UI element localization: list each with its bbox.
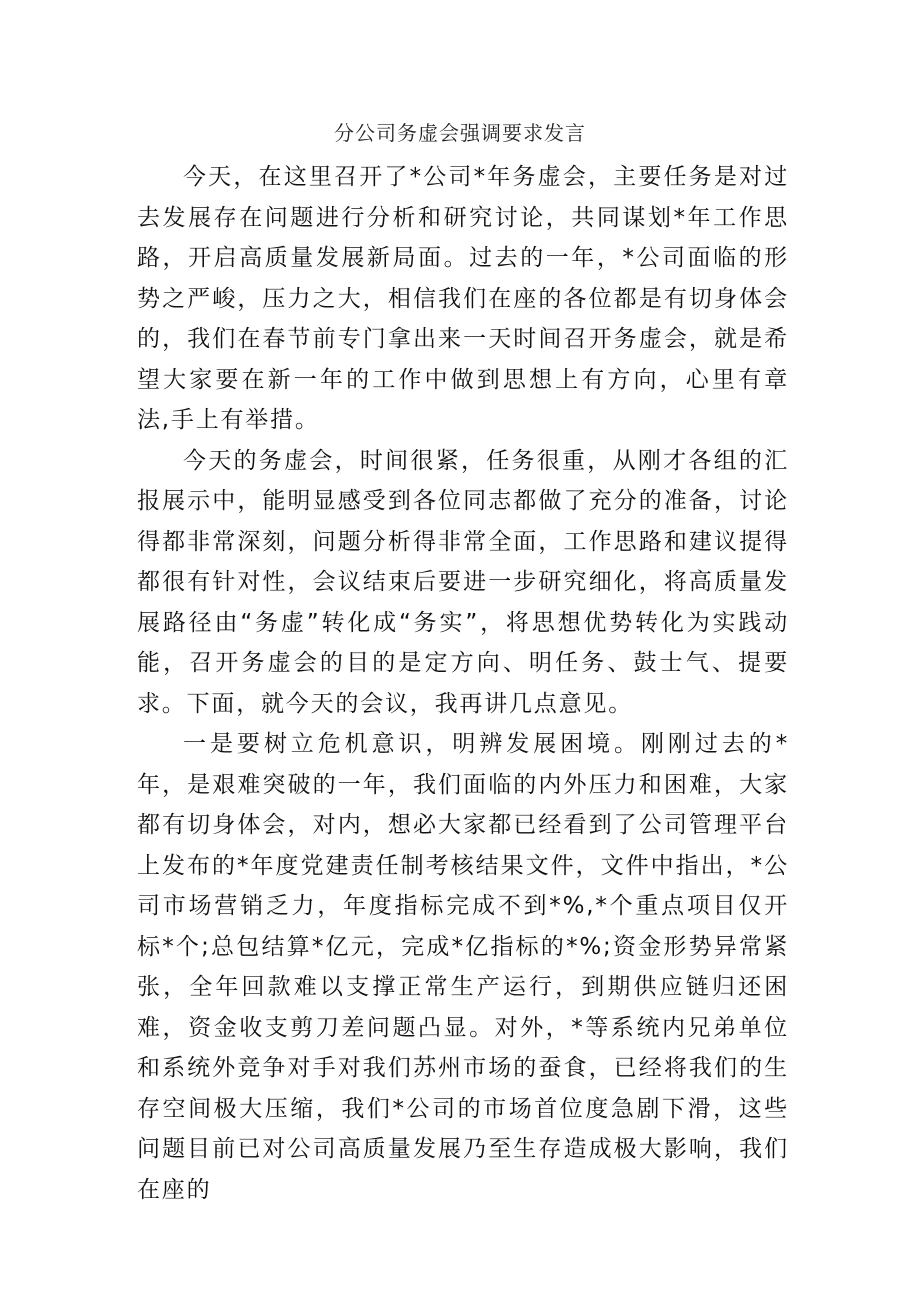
document-body [137,157,789,1210]
paragraph-3: 一是要树立危机意识，明辨发展困境。刚刚过去的*年，是艰难突破的一年，我们面临的内外压力和困难，大家都有切身体会，对内，想必大家都已经看到了公司管理平台上发布的*年度党建责任制考核结果文件，文件中指出，*公司市场营销乏力，年度指标完成不到*%,*个重点项目仅开标*个;总包结算*亿元，完成*亿指标的*%;资金形势异常紧张，全年回款难以支撑正常生产运行，到期供应链归还困难，资金收支剪刀差问题凸显。对外，*等系统内兄弟单位和系统外竞争对手对我们苏州市场的蚕食，已经将我们的生存空间极大压缩，我们*公司的市场首位度急剧下滑，这些问题目前已对公司高质量发展乃至生存造成极大影响，我们在座的 [137,731,789,1203]
paragraph-1: 今天，在这里召开了*公司*年务虚会，主要任务是对过去发展存在问题进行分析和研究讨论，共同谋划*年工作思路，开启高质量发展新局面。过去的一年，*公司面临的形势之严峻，压力之大，相信我们在座的各位都是有切身体会的，我们在春节前专门拿出来一天时间召开务虚会，就是希望大家要在新一年的工作中做到思想上有方向，心里有章法,手上有举措。 [137,164,789,433]
document-title: 分公司务虚会强调要求发言 [334,121,586,145]
paragraph-2: 今天的务虚会，时间很紧，任务很重，从刚才各组的汇报展示中，能明显感受到各位同志都做了充分的准备，讨论得都非常深刻，问题分析得非常全面，工作思路和建议提得都很有针对性，会议结束后要进一步研究细化，将高质量发展路径由“务虚”转化成“务实”，将思想优势转化为实践动能，召开务虚会的目的是定方向、明任务、鼓士气、提要求。下面，就今天的会议，我再讲几点意见。 [137,447,789,717]
